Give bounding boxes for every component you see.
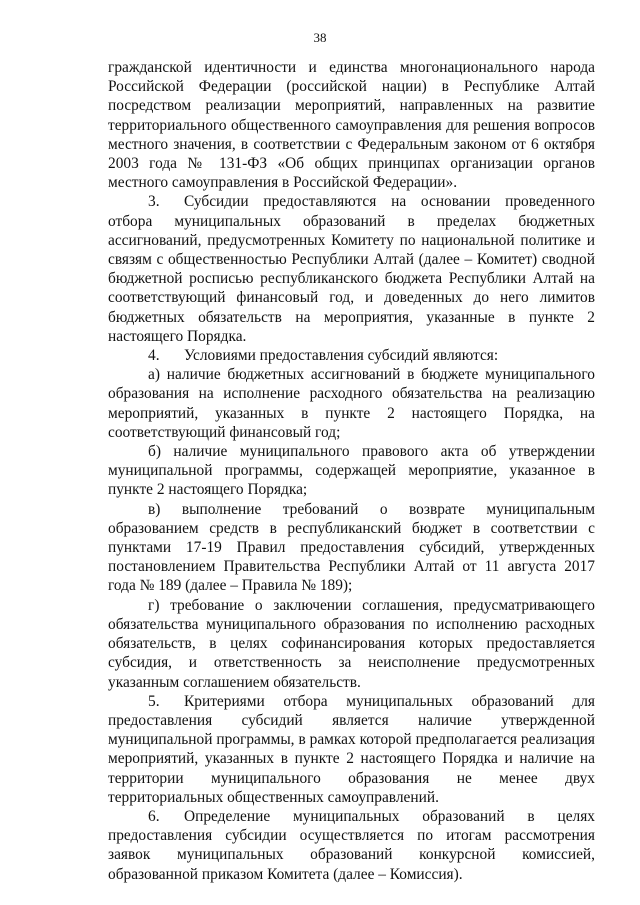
paragraph-6 [108,807,595,884]
paragraph-text: г) требование о заключении соглашения, предусматривающего обязательства муниципального образования по исполнению расходных обязательств, в целях софинансирования которых предоставляется субсидия, и ответственность за неисполнение предусмотренных указанным соглашением обязательств. [108,596,595,691]
paragraph-text: а) наличие бюджетных ассигнований в бюджете муниципального образования на исполнение расходного обязательства на реализацию мероприятий, указанных в пункте 2 настоящего Порядка, на соответствующий финансовый год; [108,366,595,441]
subitem-a [108,365,595,442]
paragraph-text: в) выполнение требований о возврате муниципальным образованием средств в республиканский бюджет в соответствии с пунктами 17-19 Правил предоставления субсидий, утвержденных постановлением Правительства Республики Алтай от 11 августа 2017 года № 189 (далее – Правила № 189); [108,500,595,595]
paragraph-text: Условиями предоставления субсидий являются: [184,347,499,365]
subitem-v [108,500,595,596]
paragraph-number: 4. [148,347,160,365]
paragraph-continuation [108,58,595,192]
paragraph-text: Критериями отбора муниципальных образований для предоставления субсидий является наличие утвержденной муниципальной программы, в рамках которой предполагается реализация мероприятий, указанных в пункте 2 настоящего Порядка и наличие на территории муниципального образования не менее двух территориальных общественных самоуправлений. [108,692,595,806]
paragraph-5 [108,692,595,807]
paragraph-text: гражданской идентичности и единства многонационального народа Российской Федерации (российской нации) в Республике Алтай посредством реализации мероприятий, направленных на развитие территориального общественного самоуправления для решения вопросов местного значения, в соответствии с Федеральным законом от 6 октября 2003 года № 131-ФЗ «Об общих принципах организации органов местного самоуправления в Российской Федерации». [108,59,595,192]
paragraph-number: 3. [148,193,160,211]
page-number: 38 [313,30,327,45]
paragraph-number: 5. [148,692,160,710]
subitem-g [108,596,595,692]
paragraph-text: б) наличие муниципального правового акта об утверждении муниципальной программы, содержащей мероприятие, указанное в пункте 2 настоящего Порядка; [108,443,595,499]
paragraph-number: 6. [148,807,160,825]
paragraph-4 [108,346,595,365]
document-body [108,58,595,884]
paragraph-3 [108,192,595,346]
paragraph-text: Определение муниципальных образований в целях предоставления субсидии осуществляется по итогам рассмотрения заявок муниципальных образований конкурсной комиссией, образованной приказом Комитета (далее – Комиссия). [108,807,595,883]
subitem-b [108,442,595,500]
paragraph-text: Субсидии предоставляются на основании проведенного отбора муниципальных образований в пределах бюджетных ассигнований, предусмотренных Комитету по национальной политике и связям с общественностью Республики Алтай (далее – Комитет) сводной бюджетной росписью республиканского бюджета Республики Алтай на соответствующий финансовый год, и доведенных до него лимитов бюджетных обязательств на мероприятия, указанные в пункте 2 настоящего Порядка. [108,193,595,345]
